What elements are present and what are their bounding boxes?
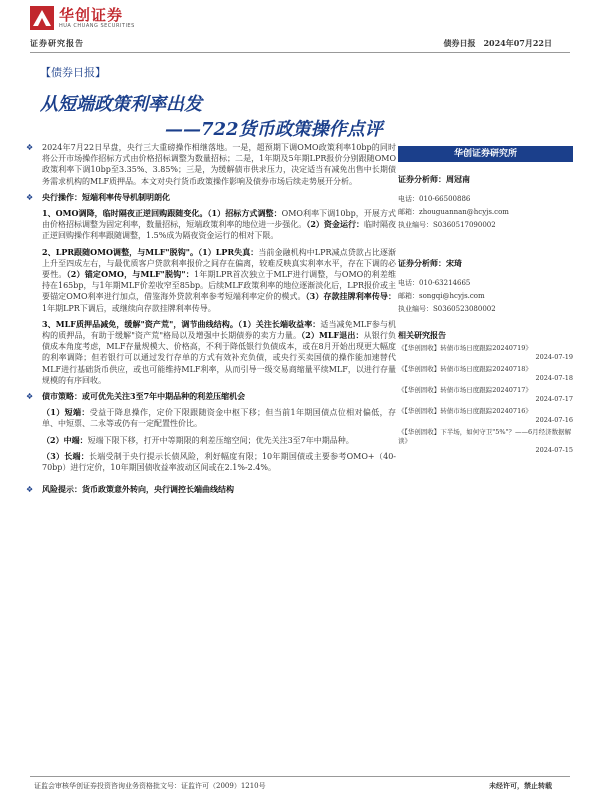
related-report-link[interactable]: 《【华创固收】转债市场日度跟踪20240717》 (398, 386, 532, 394)
related-report-date: 2024-07-19 (535, 353, 573, 361)
report-subtitle: ——722货币政策操作点评 (165, 119, 383, 140)
section-heading-strategy: ❖ 债市策略：或可优先关注3至7年中期品种的利差压缩机会 (26, 391, 246, 402)
analyst-email[interactable]: 邮箱：zhouguannan@hcyjs.com (398, 208, 509, 216)
analyst-phone: 电话：010-66500886 (398, 195, 471, 203)
summary-paragraph: ❖ 2024年7月22日早盘，央行三大重磅操作相继落地。一是，超预期下调OMO政策利率10bp的同时将公开市场操作招标方式由价格招标调整为数量招标；二是，1年期及5年期LPR报价分别跟随OMO政策利率下调10bp至3.35%、3.85%；三是，为缓解债市供求压力，决定适当有减免出售中长期债务需求机构的MLF质押品。本文对央行货币政策操作影响及债券市场后续走势展开分析。 (26, 143, 396, 186)
analyst-name: 证券分析师：周冠南 (398, 174, 470, 184)
related-report-date: 2024-07-16 (535, 416, 573, 424)
regulatory-notice: 证监会审核华创证券投资咨询业务资格批文号：证监许可（2009）1210号 (34, 782, 266, 790)
related-report-link[interactable]: 《【华创固收】下半场，如何守卫"5%"？——6月经济数据解读》 (398, 428, 572, 445)
related-report-date: 2024-07-18 (535, 374, 573, 382)
diamond-bullet-icon: ❖ (26, 392, 34, 402)
mid-end-paragraph: （2）中端：短端下限下移，打开中等期限的利差压缩空间；优先关注3至7年中期品种。 (42, 434, 354, 445)
report-date: 债券日报 2024年07月22日 (443, 38, 552, 48)
short-end-paragraph: （1）短端：受益于降息操作，定价下限跟随资金中枢下移；但当前1年期国债点位相对偏低，存单、中短票、二永等或仍有一定配置性价比。 (42, 407, 396, 429)
mlf-paragraph: 3、MLF质押品减免，缓解"资产荒"，调节曲线结构。（1）关注长端收益率：适当减免MLF参与机构的质押品，有助于缓解"资产荒"格局以及增强中长期债券的卖方力量。（2）MLF退出：从银行负债成本角度考虑，MLF存量规模大、价格高，不利于降低银行负债成本，或在8月开始出现更大幅度的利率调降；但若银行可以通过发行存单的方式有效补充负债，或央行买卖国债的操作能加速替代MLF进行基础货币供应，或也可能维持MLF利率，从而引导一级交易商缩量平续MLF，以进行存量规模的有序回收。 (42, 318, 396, 385)
related-report-date: 2024-07-15 (535, 446, 573, 454)
footer-divider (30, 776, 570, 777)
long-end-paragraph: （3）长端：长端受制于央行提示长债风险，利好幅度有限；10年期国债或主要参考OMO+（40-70bp）进行定价，10年期国债收益率波动区间或在2.1%-2.4%。 (42, 450, 396, 473)
report-title: 从短端政策利率出发 (40, 94, 202, 115)
related-reports-list (398, 344, 573, 455)
analyst-license: 执业编号：S0360517090002 (398, 221, 496, 229)
institute-header: 华创证券研究所 (398, 146, 573, 162)
risk-warning: ❖ 风险提示：货币政策意外转向，央行调控长端曲线结构 (26, 484, 234, 495)
lpr-paragraph: 2、LPR跟随OMO调整，与MLF"脱钩"。（1）LPR失真：当前金融机构中LPR减点贷款占比逐渐上升至四成左右，与最优质客户贷款利率报价之间存在偏离，较难反映真实利率水平，存在下调的必要性。（2）锚定OMO，与MLF"脱钩"：1年期LPR首次独立于MLF进行调整，与OMO的利差维持在165bp，与1年期MLF价差收窄至85bp。后续MLF政策利率的地位逐渐淡化后，LPR报价或主要锚定OMO利率进行加点，借鉴海外贷款利率参考短端利率定价的模式。（3）存款挂牌利率传导：1年期LPR下调后，或继续向存款挂牌利率传导。 (42, 246, 397, 313)
related-report-link[interactable]: 《【华创固收】转债市场日度跟踪20240719》 (398, 344, 532, 352)
header-divider (30, 52, 570, 53)
company-logo (30, 6, 135, 30)
analyst-license: 执业编号：S0360523080002 (398, 305, 496, 313)
diamond-bullet-icon: ❖ (26, 485, 34, 495)
logo-mark-icon (30, 6, 54, 30)
related-report-link[interactable]: 《【华创固收】转债市场日度跟踪20240718》 (398, 365, 532, 373)
logo-en: HUA CHUANG SECURITIES (59, 23, 135, 29)
analyst-name: 证券分析师：宋琦 (398, 258, 462, 268)
copyright-notice: 未经许可，禁止转载 (489, 781, 552, 790)
related-report-date: 2024-07-17 (535, 395, 573, 403)
main-content (24, 142, 396, 500)
analyst-email[interactable]: 邮箱：songqi@hcyjs.com (398, 292, 485, 300)
related-report-link[interactable]: 《【华创固收】转债市场日度跟踪20240716》 (398, 407, 532, 415)
diamond-bullet-icon: ❖ (26, 143, 34, 152)
analyst-phone: 电话：010-63214665 (398, 279, 471, 287)
related-reports-heading: 相关研究报告 (398, 330, 446, 340)
report-category: 证券研究报告 (30, 38, 84, 48)
logo-cn: 华创证券 (59, 6, 124, 24)
section-heading-ops: ❖ 央行操作：短端利率传导机制明朗化 (26, 191, 170, 202)
sidebar (398, 146, 573, 455)
omo-paragraph: 1、OMO调降，临时隔夜正逆回购跟随变化。（1）招标方式调整：OMO利率下调10bp，开展方式由价格招标调整为固定利率，数量招标，短端政策利率的地位进一步强化。（2）资金运行：临时隔夜正逆回购操作利率跟随调整，1.5%成为隔夜资金运行的相对下限。 (42, 208, 397, 241)
diamond-bullet-icon: ❖ (26, 192, 34, 202)
report-tag: 【债券日报】 (40, 66, 106, 79)
